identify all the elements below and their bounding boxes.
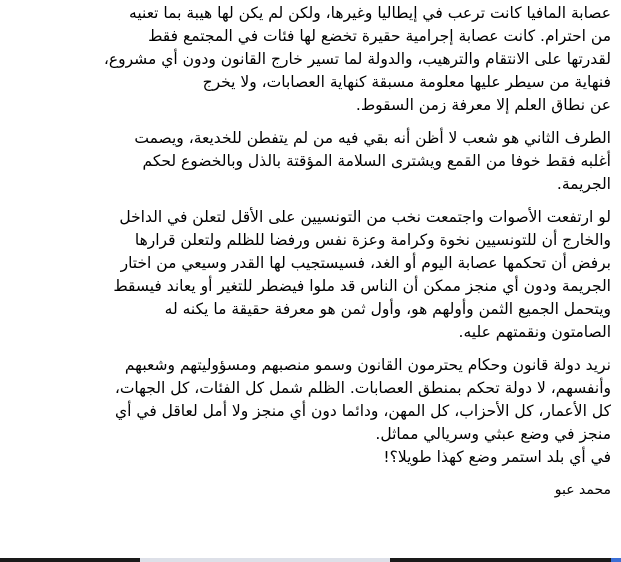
paragraph-line: كل الأعمار، كل الأحزاب، كل المهن، ودائما دون أي منجز ولا أمل لعاقل في أي — [115, 402, 611, 420]
paragraph-line: منجز في وضع عبثي وسريالي مماثل. — [375, 425, 611, 443]
paragraph-line: في أي بلد استمر وضع كهذا طويلا؟! — [383, 448, 611, 466]
paragraph-line: أغلبه فقط خوفا من القمع ويشترى السلامة المؤقتة بالذل وبالخضوع لحكم — [142, 152, 611, 170]
bottom-edge-accent — [611, 558, 621, 562]
paragraph-2 — [10, 127, 611, 196]
paragraph-line: وأنفسهم، لا دولة تحكم بمنطق العصابات. الظلم شمل كل الفئات، كل الجهات، — [114, 379, 611, 397]
paragraph-1 — [10, 2, 611, 117]
paragraph-line: نريد دولة قانون وحكام يحترمون القانون وسمو منصبهم ومسؤوليتهم وشعبهم — [124, 356, 611, 374]
paragraph-line: لو ارتفعت الأصوات واجتمعت نخب من التونسيين على الأقل لتعلن في الداخل — [119, 208, 611, 226]
paragraph-line: ويتحمل الجميع الثمن وأولهم هو، وأول ثمن هو معرفة حقيقة ما يكنه له — [164, 300, 611, 318]
paragraph-line: من احترام. كانت عصابة إجرامية حقيرة تخضع لها فئات في المجتمع فقط — [148, 27, 611, 45]
paragraph-line: لقدرتها على الانتقام والترهيب، والدولة لما تسير خارج القانون ودون أي مشروع، — [103, 50, 611, 68]
paragraph-line: الصامتون ونقمتهم عليه. — [458, 323, 611, 341]
paragraph-line: برفض أن تحكمها عصابة اليوم أو الغد، فسيستجيب لها القدر وسيعي من اختار — [120, 254, 611, 272]
paragraph-line: الجريمة ودون أي منجز ممكن أن الناس قد ملوا فيضطر للتغير أو يعاند فيسقط — [113, 277, 611, 295]
bottom-edge-highlight — [140, 558, 390, 562]
paragraph-line: عصابة المافيا كانت ترعب في إيطاليا وغيرها، ولكن لم يكن لها هيبة بما تعنيه — [129, 4, 611, 22]
paragraph-line: عن نطاق العلم إلا معرفة زمن السقوط. — [355, 96, 611, 114]
paragraph-4 — [10, 354, 611, 469]
paragraph-line: فنهاية من سيطر عليها معلومة مسبقة كنهاية العصابات، ولا يخرج — [202, 73, 611, 91]
article-body — [10, 2, 611, 501]
author-signature: محمد عبو — [554, 482, 611, 498]
paragraph-line: والخارج أن للتونسيين نخوة وكرامة وعزة نفس ورفضا للظلم ولتعلن قرارها — [134, 231, 611, 249]
paragraph-line: الطرف الثاني هو شعب لا أظن أنه بقي فيه من لم يتفطن للخديعة، ويصمت — [134, 129, 611, 147]
paragraph-3 — [10, 206, 611, 344]
paragraph-line: الجريمة. — [556, 175, 611, 193]
